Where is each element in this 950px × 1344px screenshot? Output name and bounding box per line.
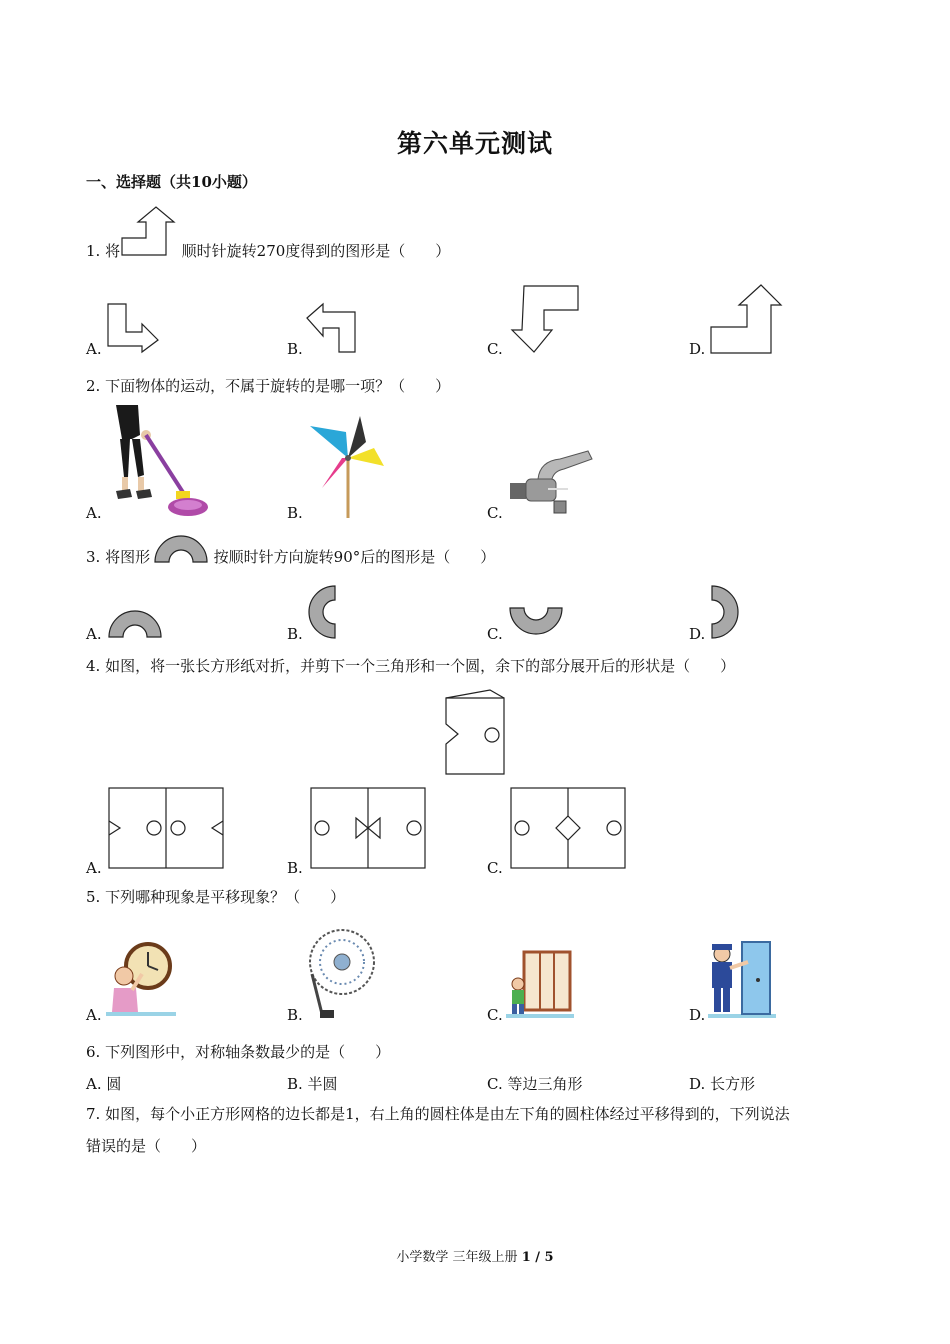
question-3-post: 按顺时针方向旋转90°后的图形是（ ） [213, 548, 496, 566]
q6-option-d[interactable]: D. 长方形 [689, 1075, 756, 1093]
q3-option-a[interactable]: A. [86, 625, 102, 643]
q5-option-c[interactable]: C. [487, 1006, 503, 1024]
q4-option-c-figure [510, 787, 628, 871]
q2-option-a-mop-picture [106, 405, 210, 519]
q3-option-d-figure [708, 584, 742, 640]
q2-option-b-pinwheel-picture [308, 412, 388, 518]
question-7-line-2: 错误的是（ ） [86, 1137, 207, 1155]
q1-option-c[interactable]: C. [487, 340, 503, 358]
q3-option-b[interactable]: B. [287, 625, 303, 643]
q3-option-b-figure [307, 584, 339, 640]
q1-option-b-figure [305, 302, 359, 354]
footer-page-number: 1 / 5 [521, 1250, 554, 1265]
footer-subject: 小学数学 三年级上册 [396, 1250, 522, 1265]
q5-option-a-clock-picture [106, 942, 176, 1018]
question-1-pre: 1. 将 [86, 242, 121, 260]
q3-arch-figure [153, 534, 209, 564]
q6-option-c[interactable]: C. 等边三角形 [487, 1075, 583, 1093]
q1-option-c-figure [508, 284, 582, 356]
q5-option-b[interactable]: B. [287, 1006, 303, 1024]
q3-option-d[interactable]: D. [689, 625, 706, 643]
q1-option-a-figure [106, 302, 160, 354]
q3-option-a-figure [107, 609, 163, 639]
q1-option-d[interactable]: D. [689, 340, 706, 358]
q1-option-d-figure [709, 283, 785, 355]
question-3-pre: 3. 将图形 [86, 548, 151, 566]
question-4: 4. 如图，将一张长方形纸对折，并剪下一个三角形和一个圆，余下的部分展开后的形状是（ ） [86, 657, 736, 675]
q1-option-b[interactable]: B. [287, 340, 303, 358]
q5-option-c-window-picture [506, 948, 574, 1020]
q1-arrow-figure [120, 205, 176, 259]
question-7-line-1: 7. 如图，每个小正方形网格的边长都是1，右上角的圆柱体是由左下角的圆柱体经过平移得到的，下列说法 [86, 1105, 790, 1123]
q2-option-c[interactable]: C. [487, 504, 503, 522]
q2-option-c-faucet-picture [508, 445, 594, 517]
q6-option-b[interactable]: B. 半圆 [287, 1075, 338, 1093]
question-3 [86, 546, 495, 568]
page-title: 第六单元测试 [396, 129, 553, 158]
question-1-post: 顺时针旋转270度得到的图形是（ ） [181, 242, 451, 260]
q4-option-a[interactable]: A. [86, 859, 102, 877]
q5-option-d-door-picture [708, 940, 776, 1020]
q4-folded-paper-figure [440, 688, 510, 780]
q4-option-b-figure [310, 787, 428, 871]
q4-option-c[interactable]: C. [487, 859, 503, 877]
question-2: 2. 下面物体的运动，不属于旋转的是哪一项？（ ） [86, 377, 451, 395]
question-5: 5. 下列哪种现象是平移现象？（ ） [86, 888, 346, 906]
q5-option-a[interactable]: A. [86, 1006, 102, 1024]
q3-option-c-figure [508, 606, 564, 638]
q2-option-b[interactable]: B. [287, 504, 303, 522]
q6-option-a[interactable]: A. 圆 [86, 1075, 122, 1093]
q4-option-a-figure [108, 787, 226, 871]
q5-option-b-fan-picture [304, 924, 374, 1020]
q1-option-a[interactable]: A. [86, 340, 102, 358]
q5-option-d[interactable]: D. [689, 1006, 706, 1024]
q3-option-c[interactable]: C. [487, 625, 503, 643]
page-footer [0, 1246, 950, 1265]
section-heading: 一、选择题（共10小题） [86, 173, 257, 191]
q4-option-b[interactable]: B. [287, 859, 303, 877]
question-6: 6. 下列图形中，对称轴条数最少的是（ ） [86, 1043, 391, 1061]
q2-option-a[interactable]: A. [86, 504, 102, 522]
